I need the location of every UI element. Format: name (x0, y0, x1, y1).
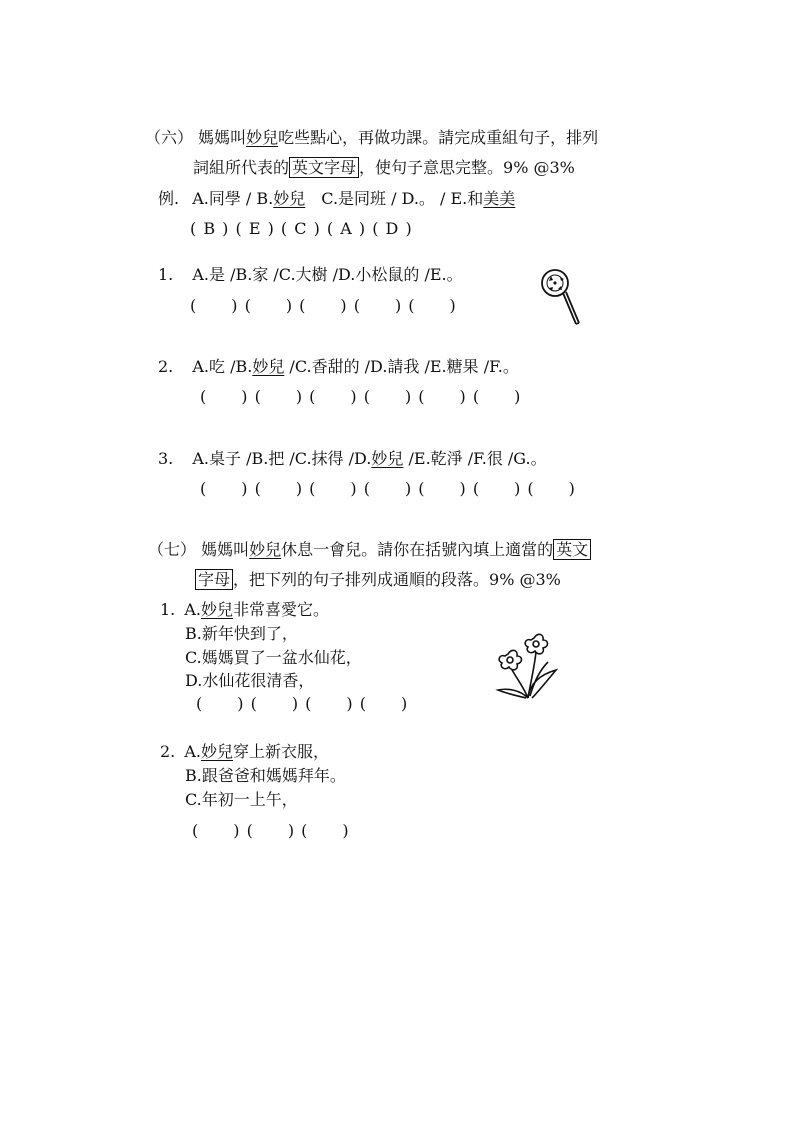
example-label: 例. (158, 189, 180, 208)
s7-q1-sentence-d: D.水仙花很清香， (185, 671, 315, 690)
boxed-letters: 字母 (195, 569, 233, 590)
narcissus-flower-icon (494, 630, 560, 700)
section-6-instruction-line1: （六） 媽媽叫妙兒吃些點心，再做功課。請完成重組句子，排列 (145, 128, 599, 147)
s7-question-2-a: 2. A.妙兒穿上新衣服， (160, 742, 330, 761)
s7-q2-sentence-b: B.跟爸爸和媽媽拜年。 (185, 766, 346, 785)
boxed-english: 英文 (553, 539, 591, 560)
s7-q1-sentence-b: B.新年快到了， (185, 624, 298, 643)
s6-question-1: 1. A.是 /B.家 /C.大樹 /D.小松鼠的 /E.。 (158, 265, 463, 284)
s6-question-3: 3. A.桌子 /B.把 /C.抹得 /D.妙兒 /E.乾淨 /F.很 /G.。 (158, 449, 547, 468)
section-7-heading: （七） (148, 540, 197, 559)
s7-question-1-a: 1. A.妙兒非常喜愛它。 (160, 600, 330, 619)
s6-question-2: 2. A.吃 /B.妙兒 /C.香甜的 /D.請我 /E.糖果 /F.。 (158, 357, 519, 376)
s7-q1-sentence-c: C.媽媽買了一盆水仙花， (185, 648, 362, 667)
s6-q3-answer-blanks[interactable]: ( ) ( ) ( ) ( ) ( ) ( ) ( ) (200, 479, 576, 498)
section-6-instruction-line2: 詞組所代表的 英文字母 ，使句子意思完整。9% @3% (193, 158, 575, 177)
example-answer: ( B ) ( E ) ( C ) ( A ) ( D ) (190, 219, 413, 238)
s6-q1-answer-blanks[interactable]: ( ) ( ) ( ) ( ) ( ) (190, 296, 457, 315)
example-line: 例. A.同學 / B.妙兒 C.是同班 / D.。 / E.和美美 (158, 189, 516, 208)
name-miaoer: 妙兒 (246, 128, 279, 147)
boxed-english-letters: 英文字母 (289, 157, 359, 178)
lollipop-icon (538, 266, 582, 328)
s6-q2-answer-blanks[interactable]: ( ) ( ) ( ) ( ) ( ) ( ) (200, 387, 522, 406)
section-7-instruction-line1: （七） 媽媽叫妙兒休息一會兒。請你在括號內填上適當的 英文 (148, 540, 591, 560)
s7-q2-answer-blanks[interactable]: ( ) ( ) ( ) (192, 821, 350, 840)
section-6-heading: （六） (145, 128, 194, 147)
section-7-instruction-line2: 字母 ，把下列的句子排列成通順的段落。9% @3% (195, 570, 561, 590)
s7-q1-answer-blanks[interactable]: ( ) ( ) ( ) ( ) (196, 694, 409, 713)
s7-q2-sentence-c: C.年初一上午， (185, 790, 298, 809)
